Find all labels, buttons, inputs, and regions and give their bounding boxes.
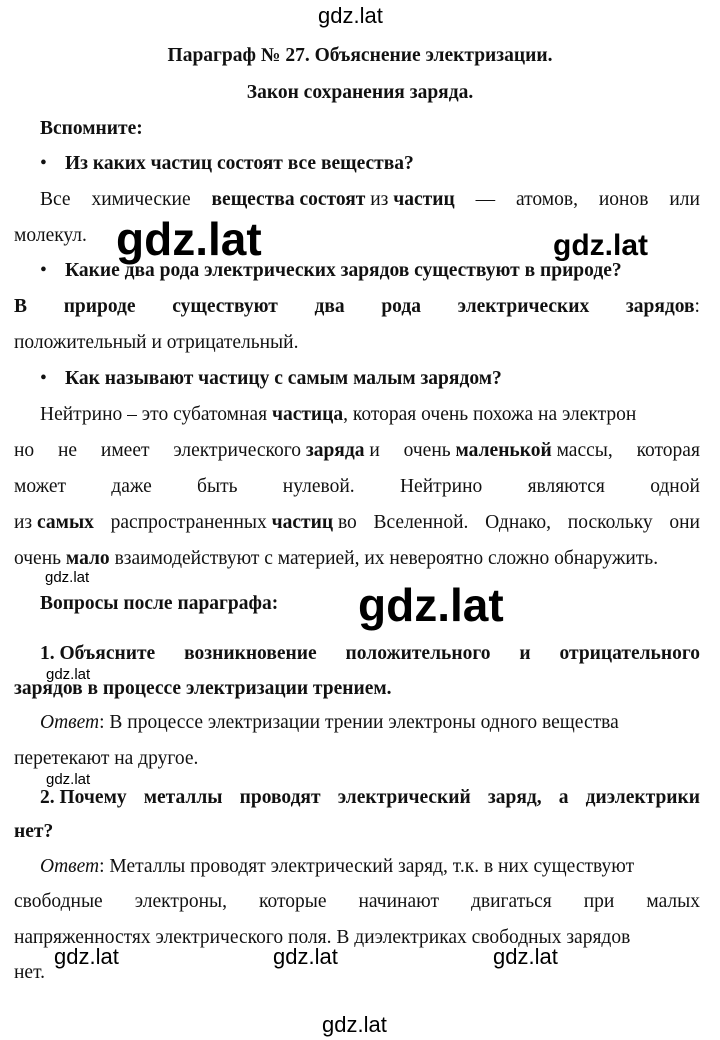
bold-word: вещества состоят xyxy=(211,189,366,210)
word: электрических xyxy=(457,296,590,317)
word: может xyxy=(14,476,66,497)
word: которые xyxy=(259,891,327,912)
word-group xyxy=(212,189,455,211)
question-2-line-2: нет? xyxy=(14,821,54,842)
word: во xyxy=(337,512,357,533)
word: заряд, xyxy=(487,787,542,808)
word: но xyxy=(14,440,35,461)
watermark-bottom-right: gdz.lat xyxy=(493,944,558,969)
question-1-line-2: зарядов в процессе электризации трением. xyxy=(14,678,392,699)
word: природе xyxy=(63,296,136,317)
word-group xyxy=(40,787,127,809)
bold-word: частиц xyxy=(393,189,455,210)
question-text: Как называют частицу с самым малым зарядом? xyxy=(65,368,502,389)
word: возникновение xyxy=(184,643,317,664)
watermark-big-left: gdz.lat xyxy=(116,213,262,265)
question-text: Какие два рода электрических зарядов существуют в природе? xyxy=(65,260,622,281)
text: взаимодействуют с материей, их невероятно сложно обнаружить. xyxy=(114,548,659,569)
bold-word: заряда xyxy=(305,440,365,461)
word: очень xyxy=(403,440,451,461)
text: : В процессе электризации трении электроны одного вещества xyxy=(99,712,619,733)
word: очень xyxy=(14,548,62,569)
word-group xyxy=(40,643,155,665)
word: малых xyxy=(646,891,700,912)
word: Объясните xyxy=(59,643,156,664)
word: металлы xyxy=(143,787,223,808)
word: начинают xyxy=(358,891,439,912)
word: положительного xyxy=(345,643,491,664)
word: Нейтрино xyxy=(399,476,483,497)
answer-3-line-2 xyxy=(14,440,700,462)
word: В xyxy=(14,296,28,317)
word: 2. xyxy=(40,787,55,808)
word: Почему xyxy=(59,787,127,808)
punctuation: : xyxy=(694,296,700,317)
remember-question-3 xyxy=(40,368,720,390)
word: массы, xyxy=(556,440,613,461)
watermark-right: gdz.lat xyxy=(553,229,648,262)
answer-2-line-1 xyxy=(14,296,700,318)
text: Нейтрино – это субатомная xyxy=(40,404,268,425)
word: при xyxy=(583,891,615,912)
word-group xyxy=(14,512,94,534)
text: , которая очень похожа на электрон xyxy=(343,404,637,425)
answer-1-line-2: молекул. xyxy=(14,225,87,246)
word: одной xyxy=(650,476,700,497)
word: существуют xyxy=(172,296,278,317)
question-1-line-1 xyxy=(40,643,700,665)
text: : Металлы проводят электрический заряд, т.к. в них существуют xyxy=(99,856,635,877)
watermark-footer: gdz.lat xyxy=(322,1012,387,1037)
page-title-line-1: Параграф № 27. Объяснение электризации. xyxy=(167,45,553,66)
word: рода xyxy=(381,296,421,317)
watermark-small-1: gdz.lat xyxy=(45,569,90,586)
word: нулевой. xyxy=(282,476,355,497)
word: или xyxy=(669,189,700,210)
word: не xyxy=(58,440,78,461)
bold-word: маленькой xyxy=(455,440,552,461)
word: электроны, xyxy=(134,891,227,912)
word: а xyxy=(558,787,569,808)
bold-word: частица xyxy=(271,404,344,425)
word: Однако, xyxy=(485,512,552,533)
word: диэлектрики xyxy=(585,787,700,808)
word: являются xyxy=(527,476,605,497)
questions-heading: Вопросы после параграфа: xyxy=(40,593,279,614)
answer-3-line-5 xyxy=(14,548,700,570)
word: электрического xyxy=(173,440,301,461)
watermark-big-center: gdz.lat xyxy=(358,579,504,631)
remember-heading: Вспомните: xyxy=(40,118,143,139)
word: из xyxy=(14,512,33,533)
word-group xyxy=(404,440,613,462)
answer-q2-line-1 xyxy=(40,856,700,878)
watermark-small-2: gdz.lat xyxy=(46,666,91,683)
word: электрический xyxy=(337,787,471,808)
word: ионов xyxy=(598,189,649,210)
watermark-small-3: gdz.lat xyxy=(46,771,91,788)
word: отрицательного xyxy=(559,643,700,664)
watermark-bottom-center: gdz.lat xyxy=(273,944,338,969)
page-title-line-2: Закон сохранения заряда. xyxy=(246,82,474,103)
answer-q2-line-2 xyxy=(14,891,700,913)
word: свободные xyxy=(14,891,103,912)
word: 1. xyxy=(40,643,55,664)
word: атомов, xyxy=(516,189,578,210)
bold-word: самых xyxy=(37,512,94,533)
word: зарядов xyxy=(625,296,695,317)
answer-3-line-3 xyxy=(14,476,700,498)
word: они xyxy=(669,512,700,533)
bold-word: частиц xyxy=(271,512,334,533)
answer-3-line-1 xyxy=(40,404,700,426)
word: проводят xyxy=(239,787,321,808)
word: и xyxy=(369,440,380,461)
word: два xyxy=(314,296,345,317)
answer-label: Ответ xyxy=(40,856,100,877)
word: даже xyxy=(111,476,152,497)
remember-question-2 xyxy=(40,260,720,282)
word: — xyxy=(475,189,496,210)
question-text: Из каких частиц состоят все вещества? xyxy=(65,153,414,174)
answer-q1-line-2: перетекают на другое. xyxy=(14,748,199,769)
question-2-line-1 xyxy=(40,787,700,809)
answer-2-line-2: положительный и отрицательный. xyxy=(14,332,299,353)
word: двигаться xyxy=(470,891,552,912)
answer-q1-line-1 xyxy=(40,712,700,734)
word: поскольку xyxy=(567,512,653,533)
watermark-top: gdz.lat xyxy=(318,3,383,28)
answer-label: Ответ xyxy=(40,712,100,733)
answer-3-line-4 xyxy=(14,512,700,534)
watermark-bottom-left: gdz.lat xyxy=(54,944,119,969)
answer-q2-line-4: нет. xyxy=(14,962,46,983)
bold-word: мало xyxy=(65,548,110,569)
word: быть xyxy=(197,476,238,497)
remember-question-1 xyxy=(40,153,720,175)
answer-1-line-1 xyxy=(40,189,700,211)
word: распространенных xyxy=(110,512,267,533)
word: имеет xyxy=(100,440,150,461)
word: и xyxy=(519,643,531,664)
word: Все xyxy=(40,189,71,210)
word: Вселенной. xyxy=(373,512,469,533)
word-group xyxy=(111,512,357,534)
word-group xyxy=(626,296,700,318)
word: которая xyxy=(636,440,700,461)
word: из xyxy=(370,189,389,210)
answer-q2-line-3: напряженностях электрического поля. В диэлектриках свободных зарядов xyxy=(14,927,631,948)
word-group xyxy=(173,440,379,462)
word: химические xyxy=(91,189,191,210)
